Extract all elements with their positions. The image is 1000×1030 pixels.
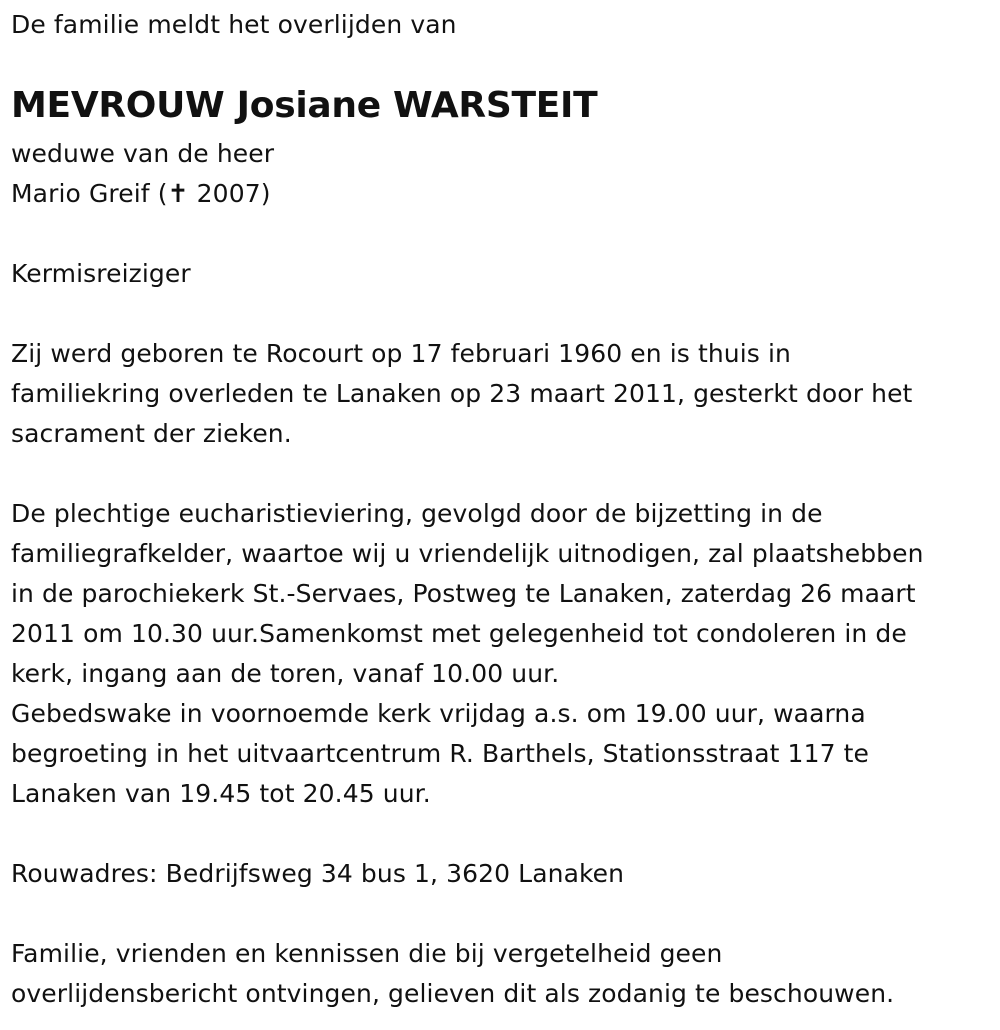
birth-death-line-1: Zij werd geboren te Rocourt op 17 februari 1960 en is thuis in [11, 339, 791, 368]
ceremony-line-5: kerk, ingang aan de toren, vanaf 10.00 uur. [11, 659, 560, 688]
closing-line-1: Familie, vrienden en kennissen die bij vergetelheid geen [11, 939, 723, 968]
ceremony-line-3: in de parochiekerk St.-Servaes, Postweg te Lanaken, zaterdag 26 maart [11, 579, 916, 608]
deceased-name: MEVROUW Josiane WARSTEIT [11, 85, 598, 126]
address-text: Rouwadres: Bedrijfsweg 34 bus 1, 3620 Lanaken [11, 859, 625, 888]
widow-of-text: weduwe van de heer [11, 139, 275, 168]
ceremony-line-4: 2011 om 10.30 uur.Samenkomst met gelegenheid tot condoleren in de [11, 619, 907, 648]
occupation-text: Kermisreiziger [11, 259, 191, 288]
ceremony-line-8: Lanaken van 19.45 tot 20.45 uur. [11, 779, 431, 808]
birth-death-line-2: familiekring overleden te Lanaken op 23 maart 2011, gesterkt door het [11, 379, 913, 408]
ceremony-line-6: Gebedswake in voornoemde kerk vrijdag a.s. om 19.00 uur, waarna [11, 699, 866, 728]
birth-death-line-3: sacrament der zieken. [11, 419, 292, 448]
closing-line-2: overlijdensbericht ontvingen, gelieven dit als zodanig te beschouwen. [11, 979, 895, 1008]
ceremony-line-1: De plechtige eucharistieviering, gevolgd door de bijzetting in de [11, 499, 823, 528]
ceremony-line-2: familiegrafkelder, waartoe wij u vriendelijk uitnodigen, zal plaatshebben [11, 539, 924, 568]
ceremony-line-7: begroeting in het uitvaartcentrum R. Barthels, Stationsstraat 117 te [11, 739, 870, 768]
spouse-text: Mario Greif (✝ 2007) [11, 179, 271, 208]
intro-text: De familie meldt het overlijden van [11, 10, 457, 39]
